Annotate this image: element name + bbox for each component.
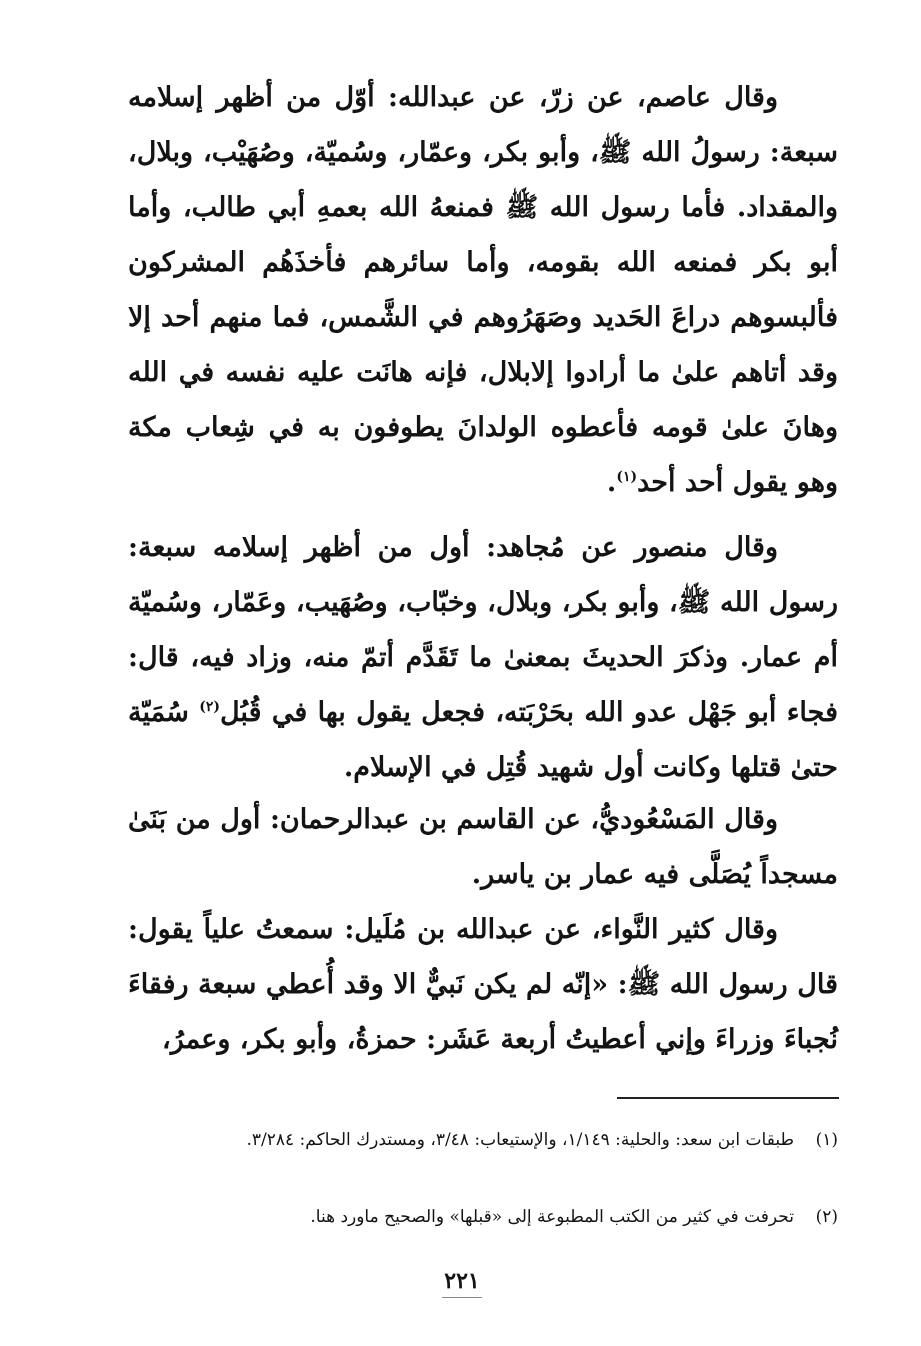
footnote-1 bbox=[128, 1125, 838, 1155]
paragraph-text: وقال عاصم، عن زرّ، عن عبدالله: أوّل من أظهر إسلامه سبعة: رسولُ الله ﷺ، وأبو بكر، وعمّار، وسُميّة، وصُهَيْب، وبلال، والمقداد. فأما رسول الله ﷺ فمنعهُ الله بعمهِ أبي طالب، وأما أبو بكر فمنعه الله بقومه، وأما سائرهم فأخذَهُم المشركون فألبسوهم دراعَ الحَديد وصَهَرُوهم في الشَّمس، فما منهم أحد إلا وقد أتاهم علىٰ ما أرادوا إلابلال، فإنه هانَت عليه نفسه في الله وهانَ علىٰ قومه فأعطوه الولدانَ يطوفون به في شِعاب مكة وهو يقول أحد أحد bbox=[128, 82, 838, 498]
paragraph-masudi bbox=[128, 792, 838, 902]
footnote-text: طبقات ابن سعد: والحلية: ١/١٤٩، والإستيعاب: ٣/٤٨، ومستدرك الحاكم: ٣/٢٨٤. bbox=[246, 1130, 794, 1150]
paragraph-text: وقال كثير النَّواء، عن عبدالله بن مُلَيل: سمعتُ علياً يقول: قال رسول الله ﷺ: «إنّه لم يكن نَبيٌّ الا وقد أُعطي سبعة رفقاءَ نُجباءَ وزراءَ وإني أعطيتُ أربعة عَشَر: حمزةُ، وأبو بكر، وعمرُ، bbox=[128, 914, 838, 1055]
footnote-number: (٢) bbox=[815, 1207, 838, 1227]
footnote-ref-1: (١) bbox=[616, 469, 638, 485]
paragraph-asim bbox=[128, 70, 838, 510]
paragraph-end: . bbox=[606, 467, 617, 498]
paragraph-mansur bbox=[128, 520, 838, 795]
footnote-text: تحرفت في كثير من الكتب المطبوعة إلى «قبلها» والصحيح ماورد هنا. bbox=[310, 1207, 794, 1227]
paragraph-tail: سُمَيّة حتىٰ قتلها وكانت أول شهيد قُتِل في الإسلام. bbox=[128, 697, 838, 783]
footnote-ref-2: (٢) bbox=[199, 699, 220, 715]
paragraph-text: وقال المَسْعُوديُّ، عن القاسم بن عبدالرحمان: أول من بَنَىٰ مسجداً يُصَلَّى فيه عمار بن ياسر. bbox=[128, 804, 838, 890]
page-number-underline bbox=[442, 1297, 482, 1298]
footnote-2 bbox=[128, 1202, 838, 1232]
page-number: ٢٢١ bbox=[444, 1268, 480, 1294]
footnote-divider bbox=[617, 1097, 839, 1099]
paragraph-text: وقال منصور عن مُجاهد: أول من أظهر إسلامه سبعة: رسول الله ﷺ، وأبو بكر، وبلال، وخبّاب، وصُهَيب، وعَمّار، وسُميّة أم عمار. وذكرَ الحديثَ بمعنىٰ ما تَقَدَّم أتمّ منه، وزاد فيه، قال: فجاء أبو جَهْل عدو الله بحَرْبَته، فجعل يقول بها في قُبُل bbox=[128, 532, 838, 728]
paragraph-kathir bbox=[128, 902, 838, 1067]
footnote-number: (١) bbox=[815, 1130, 838, 1150]
